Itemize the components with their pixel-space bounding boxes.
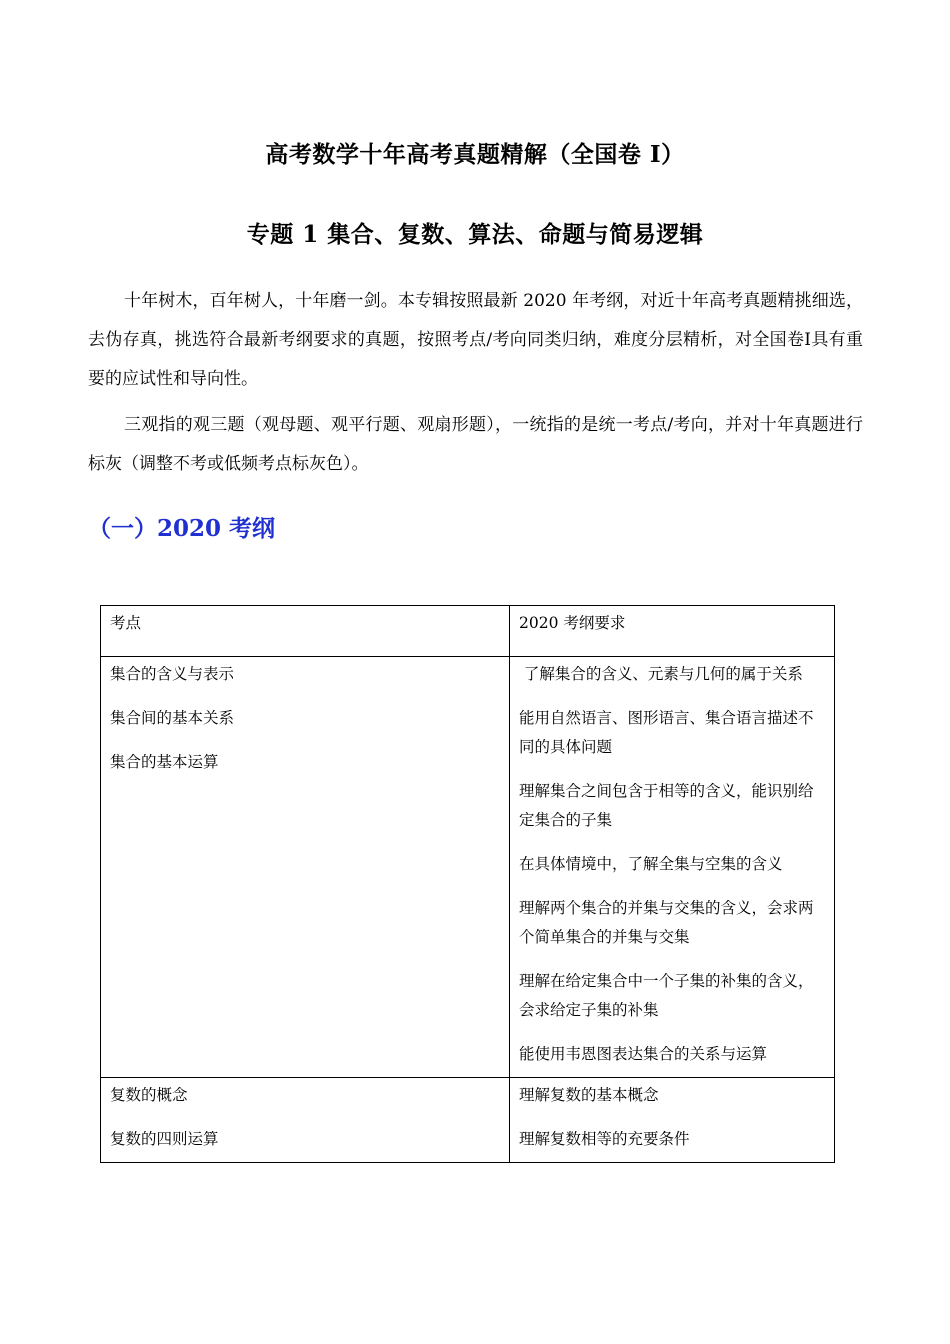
- requirement-item: 理解集合之间包含于相等的含义，能识别给定集合的子集: [519, 782, 814, 829]
- requirement-item: 理解复数相等的充要条件: [519, 1130, 690, 1148]
- requirement-item: 理解复数的基本概念: [519, 1086, 659, 1104]
- requirement-item: 理解在给定集合中一个子集的补集的含义，会求给定子集的补集: [519, 972, 814, 1019]
- table-row: [101, 657, 835, 1078]
- section-heading: （一）2020 考纲: [88, 515, 276, 542]
- document-subtitle: 专题 1 集合、复数、算法、命题与简易逻辑: [246, 221, 704, 248]
- table-header-row: [101, 606, 835, 657]
- requirement-item: 能使用韦恩图表达集合的关系与运算: [519, 1045, 768, 1063]
- topic-item: 集合的含义与表示: [110, 665, 235, 683]
- requirement-item: 了解集合的含义、元素与几何的属于关系: [519, 665, 803, 683]
- document-title: 高考数学十年高考真题精解（全国卷 I）: [265, 141, 685, 168]
- column-header-requirement: 2020 考纲要求: [519, 614, 626, 632]
- topic-cell: [101, 1078, 510, 1163]
- topic-cell: [101, 657, 510, 1078]
- topic-item: 复数的概念: [110, 1086, 188, 1104]
- requirement-item: 理解两个集合的并集与交集的含义，会求两个简单集合的并集与交集: [519, 899, 814, 946]
- requirement-item: 能用自然语言、图形语言、集合语言描述不同的具体问题: [519, 709, 814, 756]
- topic-item: 复数的四则运算: [110, 1130, 219, 1148]
- requirement-item: 在具体情境中，了解全集与空集的含义: [519, 855, 783, 873]
- syllabus-table: [100, 605, 835, 1163]
- topic-item: 集合的基本运算: [110, 753, 219, 771]
- requirement-cell: [510, 657, 835, 1078]
- intro-paragraph: 十年树木，百年树人，十年磨一剑。本专辑按照最新 2020 年考纲，对近十年高考真题精挑细选，去伪存真，挑选符合最新考纲要求的真题，按照考点/考向同类归纳，难度分层精析，对全国卷Ⅰ具有重要的应试性和导向性。: [88, 291, 863, 389]
- table-header-cell: [510, 606, 835, 657]
- method-paragraph: 三观指的观三题（观母题、观平行题、观扇形题），一统指的是统一考点/考向，并对十年真题进行标灰（调整不考或低频考点标灰色）。: [88, 415, 863, 474]
- column-header-topic: 考点: [110, 614, 142, 632]
- table-row: [101, 1078, 835, 1163]
- topic-item: 集合间的基本关系: [110, 709, 235, 727]
- requirement-cell: [510, 1078, 835, 1163]
- table-header-cell: [101, 606, 510, 657]
